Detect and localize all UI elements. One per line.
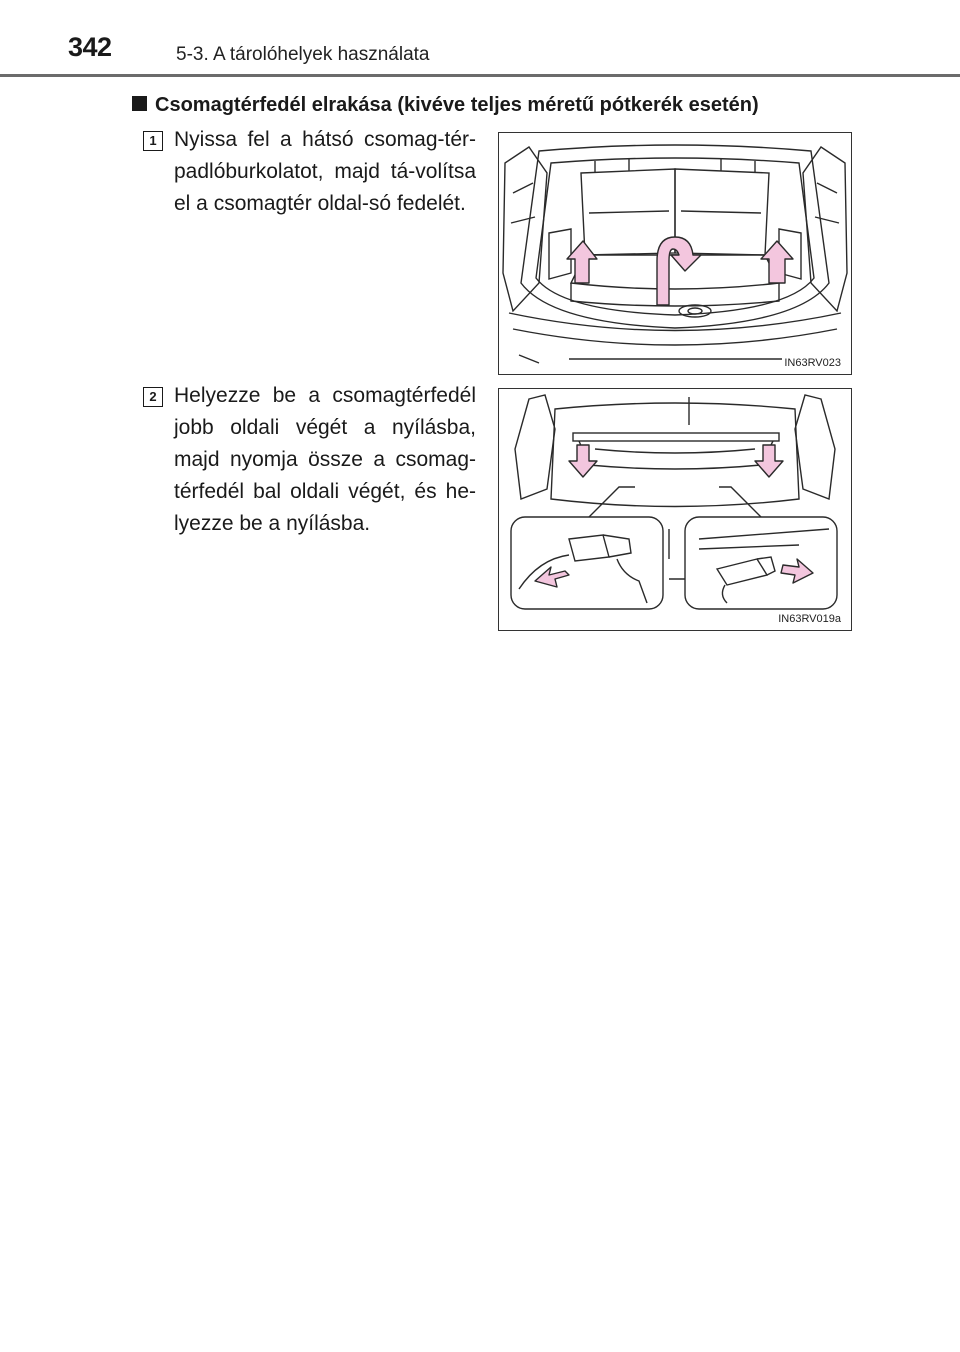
figure-2-code: IN63RV019a <box>778 613 841 625</box>
step-2-badge: 2 <box>143 387 163 407</box>
header-rule <box>0 74 960 77</box>
figure-2 <box>498 388 852 631</box>
trunk-open-illustration <box>499 133 851 374</box>
step-1-text: Nyissa fel a hátsó csomag-tér-padlóburkolatot, majd tá-volítsa el a csomagtér oldal-só fedelét. <box>174 128 476 215</box>
page-number: 342 <box>68 32 112 62</box>
section-heading-text: Csomagtérfedél elrakása (kivéve teljes méretű pótkerék esetén) <box>155 94 759 116</box>
chapter-title: 5-3. A tárolóhelyek használata <box>176 44 430 65</box>
square-bullet-icon <box>132 96 147 111</box>
step-1-badge: 1 <box>143 131 163 151</box>
step-2-text: Helyezze be a csomagtérfedél jobb oldali végét a nyílásba, majd nyomja össze a csomag-térfedél bal oldali végét, és he-lyezze be a nyílásba. <box>174 384 476 535</box>
figure-1-code: IN63RV023 <box>784 357 841 369</box>
cover-install-illustration <box>499 389 851 630</box>
figure-1 <box>498 132 852 375</box>
section-heading <box>132 94 759 117</box>
